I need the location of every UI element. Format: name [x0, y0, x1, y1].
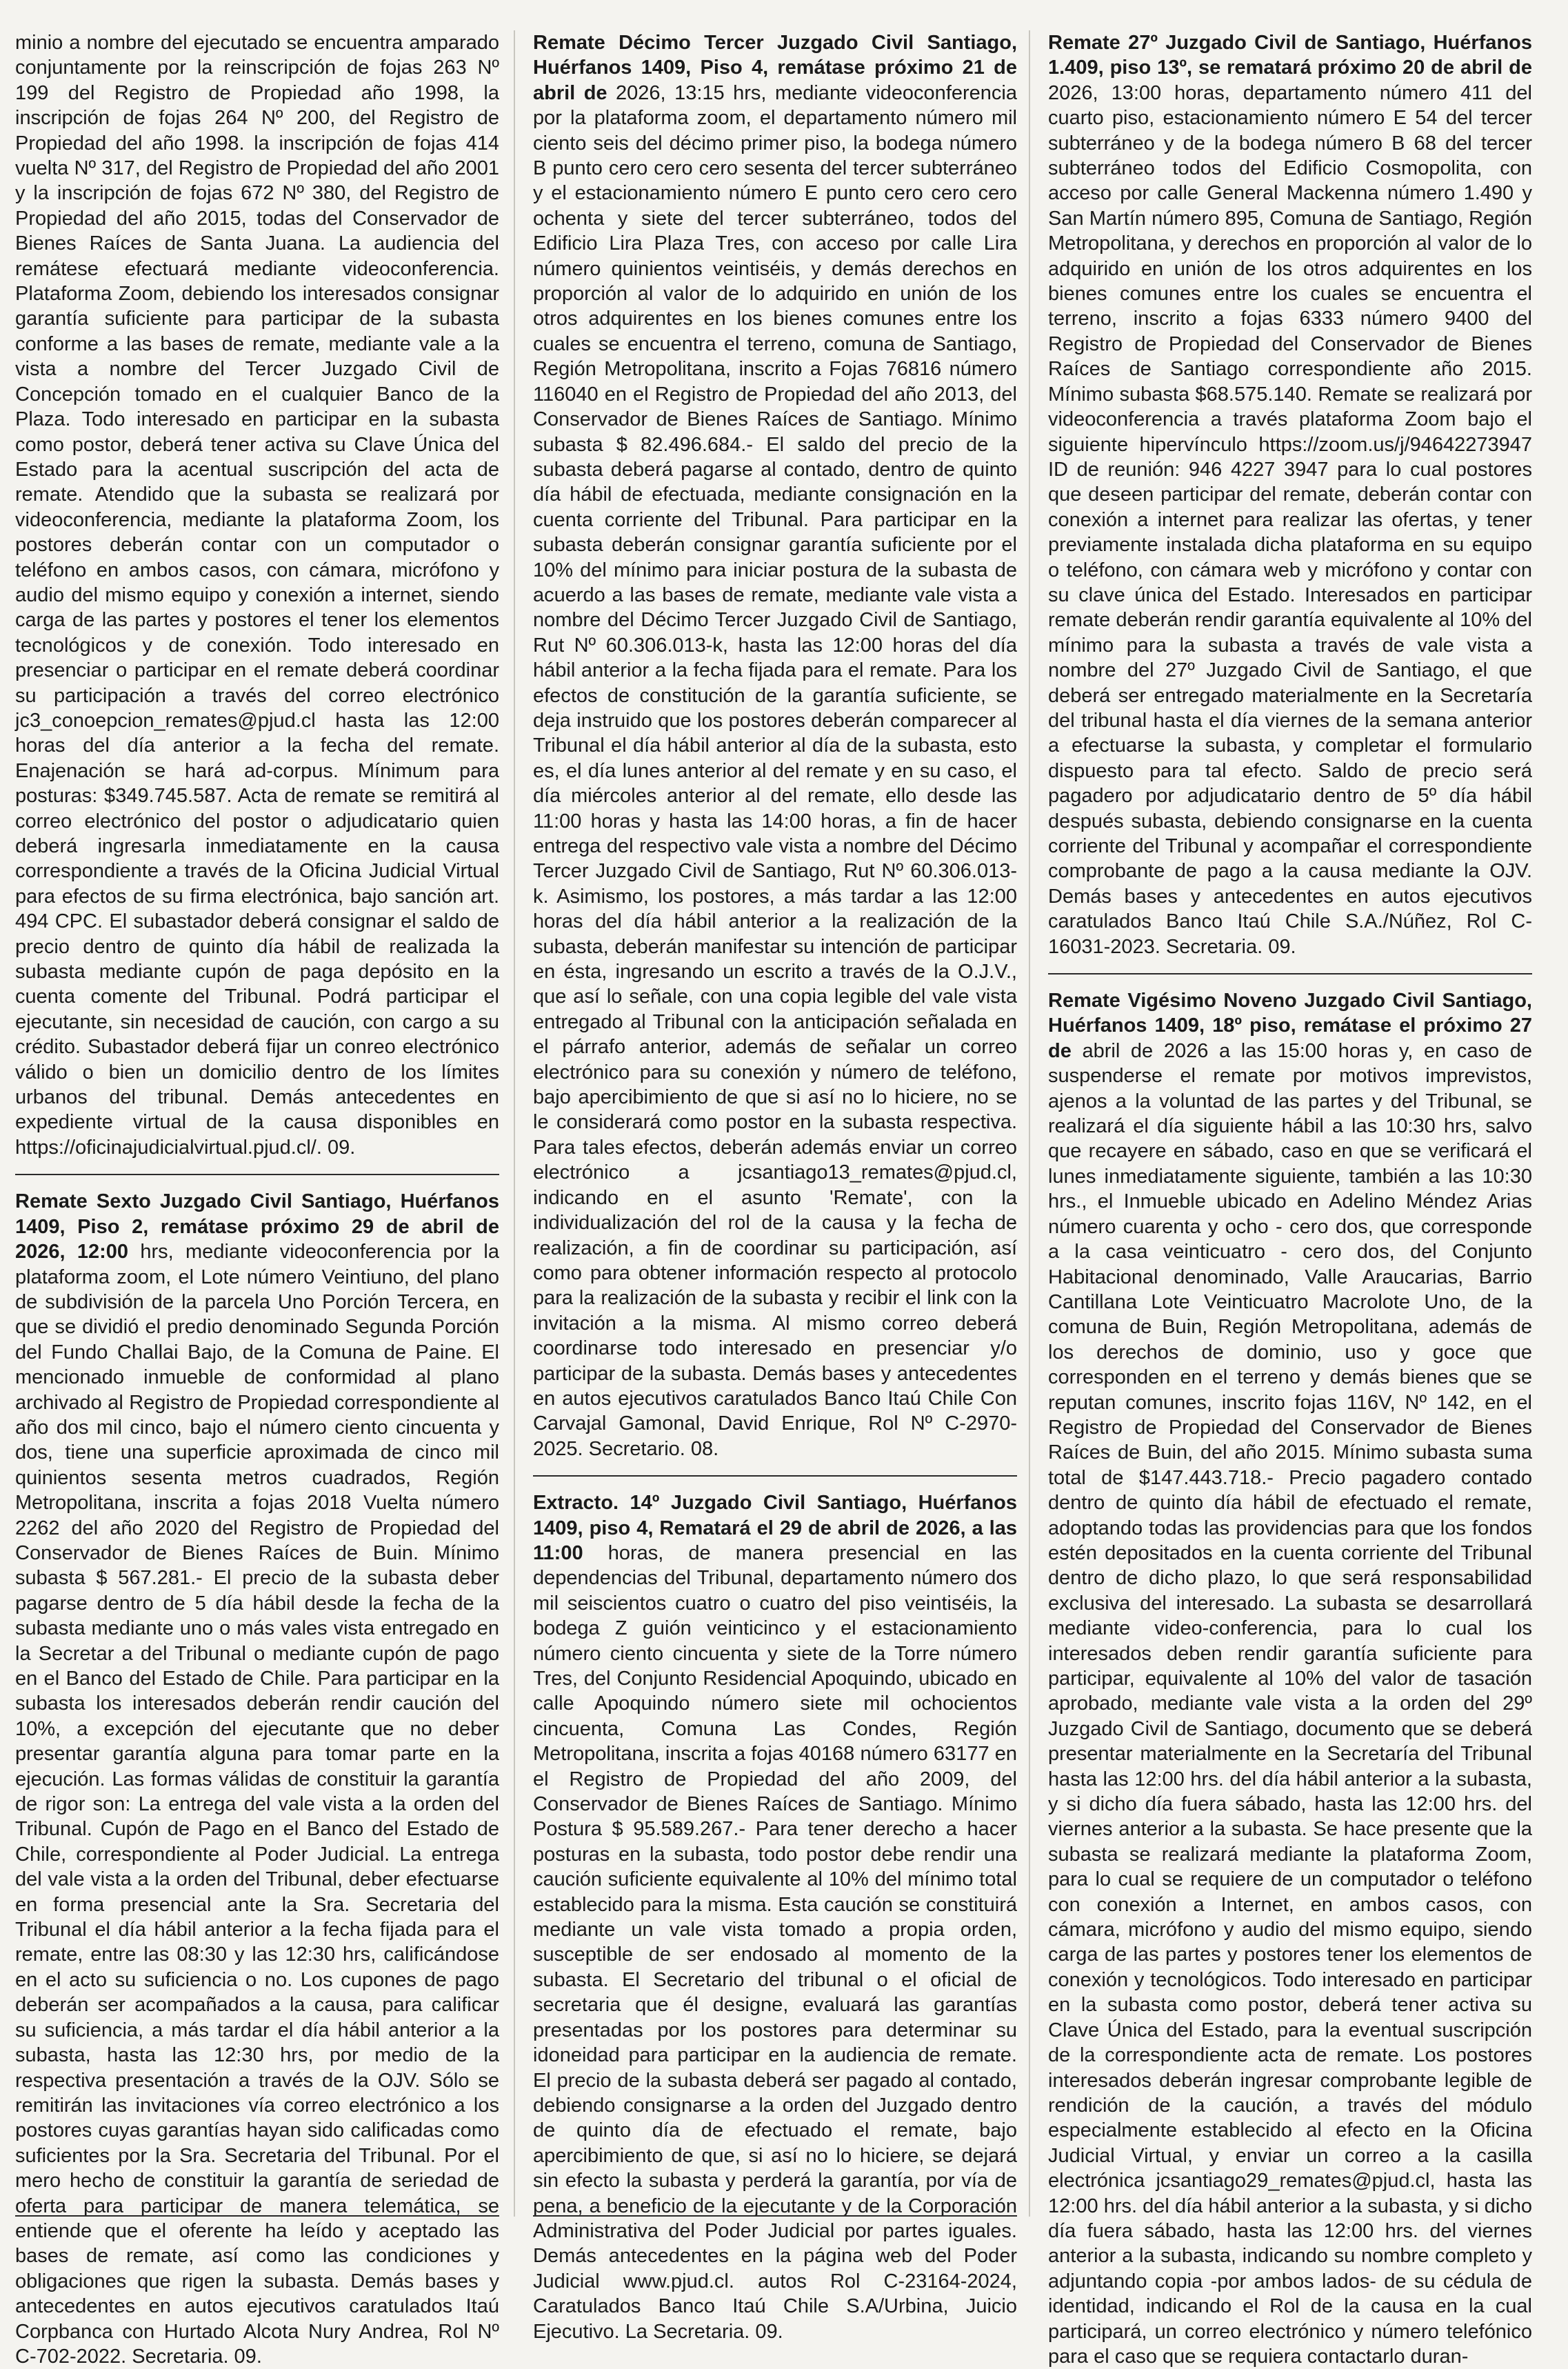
- legal-notice: [533, 30, 1017, 1461]
- notice-heading: Remate Sexto Juzgado Civil Santiago, Huérfanos 1409, Piso 2, remátase próximo 29 de abril de 2026, 12:00: [15, 1190, 499, 1263]
- notice-body: horas, de manera presencial en las dependencias del Tribunal, departamento número dos mil seiscientos cuatro o cuatro del piso veintiséis, la bodega Z guión veinticinco y el estacionamiento número ciento cincuenta y siete de la Torre número Tres, del Conjunto Residencial Apoquindo, ubicado en calle Apoquindo número siete mil ochocientos cincuenta, Comuna Las Condes, Región Metropolitana, inscrita a fojas 40168 número 63177 en el Registro de Propiedad del año 2009, del Conservador de Bienes Raíces de Santiago. Mínimo Postura $ 95.589.267.- Para tener derecho a hacer posturas en la subasta, todo postor debe rendir una caución suficiente equivalente al 10% del mínimo total establecido para la misma. Esta caución se constituirá mediante un vale vista tomado a propia orden, susceptible de ser endosado al momento de la subasta. El Secretario del tribunal o el oficial de secretaria que él designe, evaluará las garantías presentadas por los postores para determinar su idoneidad para participar en la audiencia de remate. El precio de la subasta deberá ser pagado al contado, debiendo consignarse a la orden del Juzgado dentro de quinto día de efectuado el remate, bajo apercibimiento de que, si así no lo hiciere, se dejará sin efecto la subasta y perderá la garantía, por vía de pena, a beneficio de la ejecutante y de la Corporación Administrativa del Poder Judicial por partes iguales. Demás antecedentes en la página web del Poder Judicial www.pjud.cl. autos Rol C-23164-2024, Caratulados Banco Itaú Chile S.A/Urbina, Juicio Ejecutivo. La Secretaria. 09.: [533, 1541, 1017, 2343]
- notice-heading: Remate Décimo Tercer Juzgado Civil Santiago, Huérfanos 1409, Piso 4, remátase próximo 21 de abril de: [533, 32, 1017, 104]
- notice-heading: Extracto. 14º Juzgado Civil Santiago, Huérfanos 1409, piso 4, Rematará el 29 de abril de 2026, a las 11:00: [533, 1492, 1017, 1564]
- column-1: [15, 30, 499, 2368]
- column-divider: [514, 30, 515, 2217]
- notice-body: minio a nombre del ejecutado se encuentra amparado conjuntamente por la reinscripción de fojas 263 Nº 199 del Registro de Propiedad año 1998, la inscripción de fojas 264 Nº 200, del Registro de Propiedad del año 1998. la inscripción de fojas 414 vuelta Nº 317, del Registro de Propiedad del año 2001 y la inscripción de fojas 672 Nº 380, del Registro de Propiedad del año 2015, todas del Conservador de Bienes Raíces de Santa Juana. La audiencia del remátese efectuará mediante videoconferencia. Plataforma Zoom, debiendo los interesados consignar garantía suficiente para participar de la subasta conforme a las bases de remate, mediante vale a la vista a nombre del Tercer Juzgado Civil de Concepción tomado en el cualquier Banco de la Plaza. Todo interesado en participar en la subasta como postor, deberá tener activa su Clave Única del Estado para la acentual suscripción del acta de remate. Atendido que la subasta se realizará por videoconferencia, mediante la plataforma Zoom, los postores deberán contar con un computador o teléfono en ambos casos, con cámara, micrófono y audio del mismo equipo y conexión a internet, siendo carga de las partes y postores el tener los elementos tecnológicos y de conexión. Todo interesado en presenciar o participar en el remate deberá coordinar su participación a través del correo electrónico jc3_conoepcion_remates@pjud.cl hasta las 12:00 horas del día anterior a la fecha del remate. Enajenación se hará ad-corpus. Mínimum para posturas: $349.745.587. Acta de remate se remitirá al correo electrónico del postor o adjudicatario quien deberá ingresarla inmediatamente en la causa correspondiente a través de la Oficina Judicial Virtual para efectos de su firma electrónica, bajo sanción art. 494 CPC. El subastador deberá consignar el saldo de precio dentro de quinto día hábil de realizada la subasta mediante cupón de paga depósito en la cuenta comente del Tribunal. Podrá participar el ejecutante, sin necesidad de caución, con cargo a su crédito. Subastador deberá fijar un conreo electrónico válido o bien un domicilio dentro de los límites urbanos del tribunal. Demás antecedentes en expediente virtual de la causa disponibles en https://oficinajudicialvirtual.pjud.cl/. 09.: [15, 32, 499, 1159]
- column-3: [1048, 30, 1532, 2368]
- column-bottom-rule: [15, 2215, 499, 2217]
- notice-body: hrs, mediante videoconferencia por la plataforma zoom, el Lote número Veintiuno, del plano de subdivisión de la parcela Uno Porción Tercera, en que se dividió el predio denominado Segunda Porción del Fundo Challai Bajo, de la Comuna de Paine. El mencionado inmueble de conformidad al plano archivado al Registro de Propiedad correspondiente al año dos mil cinco, bajo el número ciento cincuenta y dos, tiene una superficie aproximada de cinco mil quinientos sesenta metros cuadrados, Región Metropolitana, inscrita a fojas 2018 Vuelta número 2262 del año 2020 del Registro de Propiedad del Conservador de Bienes Raíces de Buin. Mínimo subasta $ 567.281.- El precio de la subasta deber pagarse dentro de 5 día hábil desde la fecha de la subasta mediante uno o más vales vista entregado en la Secretar a del Tribunal o mediante cupón de pago en el Banco del Estado de Chile. Para participar en la subasta los interesados deberán rendir caución del 10%, a excepción del ejecutante que no deber presentar garantía alguna para tomar parte en la ejecución. Las formas válidas de constituir la garantía de rigor son: La entrega del vale vista a la orden del Tribunal. Cupón de Pago en el Banco del Estado de Chile, correspondiente al Poder Judicial. La entrega del vale vista a la orden del Tribunal, deber efectuarse en forma presencial ante la Sra. Secretaria del Tribunal el día hábil anterior a la fecha fijada para el remate, entre las 08:30 y las 12:30 hrs, calificándose en el acto su suficiencia o no. Los cupones de pago deberán ser acompañados a la causa, para calificar su suficiencia, a más tardar el día hábil anterior a la subasta, hasta las 12:30 hrs, por medio de la respectiva presentación a través de la OJV. Sólo se remitirán las invitaciones vía correo electrónico a los postores cuyas garantías hayan sido calificadas como suficientes por la Sra. Secretaria del Tribunal. Por el mero hecho de constituir la garantía de seriedad de oferta para participar de manera telemática, se entiende que el oferente ha leído y aceptado las bases de remate, así como las condiciones y obligaciones que rigen la subasta. Demás bases y antecedentes en autos ejecutivos caratulados Itaú Corpbanca con Hurtado Alcota Nury Andrea, Rol Nº C-702-2022. Secretaria. 09.: [15, 1241, 499, 2368]
- notice-heading: Remate Vigésimo Noveno Juzgado Civil Santiago, Huérfanos 1409, 18º piso, remátase el próximo 27 de: [1048, 990, 1532, 1062]
- notice-separator: [15, 1174, 499, 1175]
- legal-notice: [15, 1189, 499, 2369]
- notice-separator: [533, 1475, 1017, 1477]
- notice-heading: Remate 27º Juzgado Civil de Santiago, Huérfanos 1.409, piso 13º, se rematará próximo 20 de abril de: [1048, 32, 1532, 79]
- notice-body: abril de 2026 a las 15:00 horas y, en caso de suspenderse el remate por motivos imprevistos, ajenos a la voluntad de las partes y del Tribunal, se realizará el día siguiente hábil a las 10:30 hrs, salvo que recayere en sábado, caso en que se verificará el lunes inmediatamente siguiente, también a las 10:30 hrs., el Inmueble ubicado en Adelino Méndez Arias número cuarenta y ocho - cero dos, que corresponde a la casa veinticuatro - cero dos, del Conjunto Habitacional denominado, Valle Araucarias, Barrio Cantillana Lote Veinticuatro Macrolote Uno, de la comuna de Buin, Región Metropolitana, además de los derechos de dominio, uso y goce que corresponden en el terreno y demás bienes que se reputan comunes, inscrito fojas 116V, Nº 142, en el Registro de Propiedad del Conservador de Bienes Raíces de Buin, del año 2015. Mínimo subasta suma total de $147.443.718.- Precio pagadero contado dentro de quinto día hábil de efectuado el remate, adoptando todas las providencias para que los fondos estén depositados en la cuenta corriente del Tribunal dentro de dicho plazo, lo que será responsabilidad exclusiva del interesado. La subasta se desarrollará mediante video-conferencia, para lo cual los interesados deben rendir garantía suficiente para participar, equivalente al 10% del valor de tasación aprobado, mediante vale vista a la orden del 29º Juzgado Civil de Santiago, documento que se deberá presentar materialmente en la Secretaría del Tribunal hasta las 12:00 hrs. del día hábil anterior a la subasta, y si dicho día fuera sábado, hasta las 12:00 hrs. del viernes anterior a la subasta. Se hace presente que la subasta se realizará mediante la plataforma Zoom, para lo cual se requiere de un computador o teléfono con conexión a Internet, en ambos casos, con cámara, micrófono y audio del mismo equipo, siendo carga de las partes y postores tener los elementos de conexión y tecnológicos. Todo interesado en participar en la subasta como postor, deberá tener activa su Clave Única del Estado, para la eventual suscripción de la correspondiente acta de remate. Los postores interesados deberán ingresar comprobante legible de rendición de la caución, a través del módulo especialmente establecido al efecto en la Oficina Judicial Virtual, y enviar un correo a la casilla electrónica jcsantiago29_remates@pjud.cl, hasta las 12:00 hrs. del día hábil anterior a la subasta, y si dicho día fuera sábado, hasta las 12:00 hrs. del viernes anterior a la subasta, indicando su nombre completo y adjuntando copia -por ambos lados- de su cédula de identidad, indicando el Rol de la causa en la cual participará, un correo electrónico y número telefónico para el caso que se requiera contactarlo duran-: [1048, 1039, 1532, 2368]
- column-bottom-rule: [533, 2215, 1017, 2217]
- legal-notice: [1048, 30, 1532, 959]
- notice-separator: [1048, 973, 1532, 974]
- legal-notice-continued: [15, 30, 499, 1160]
- legal-notice: [1048, 988, 1532, 2369]
- column-divider: [1029, 30, 1030, 2217]
- column-2: [533, 30, 1017, 2343]
- notice-body: 2026, 13:15 hrs, mediante videoconferencia por la plataforma zoom, el departamento número mil ciento seis del décimo primer piso, la bodega número B punto cero cero cero sesenta del tercer subterráneo y el estacionamiento número E punto cero cero cero ochenta y siete del tercer subterráneo, todos del Edificio Lira Plaza Tres, con acceso por calle Lira número quinientos veintiséis, y demás derechos en proporción al valor de lo adquirido en unión de los otros adquirentes en los bienes comunes entre los cuales se encuentra el terreno, comuna de Santiago, Región Metropolitana, inscrito a Fojas 76816 número 116040 en el Registro de Propiedad del año 2013, del Conservador de Bienes Raíces de Santiago. Mínimo subasta $ 82.496.684.- El saldo del precio de la subasta deberá pagarse al contado, dentro de quinto día hábil de efectuada, mediante consignación en la cuenta corriente del Tribunal. Para participar en la subasta deberán consignar garantía suficiente por el 10% del mínimo para iniciar postura de la subasta de acuerdo a las bases de remate, mediante vale vista a nombre del Décimo Tercer Juzgado Civil de Santiago, Rut Nº 60.306.013-k, hasta las 12:00 horas del día hábil anterior a la fecha fijada para el remate. Para los efectos de constitución de la garantía suficiente, se deja instruido que los postores deberán comparecer al Tribunal el día hábil anterior al día de la subasta, esto es, el día lunes anterior al del remate y en su caso, el día miércoles anterior al del remate, ello desde las 11:00 horas y hasta las 14:00 horas, a fin de hacer entrega del respectivo vale vista a nombre del Décimo Tercer Juzgado Civil de Santiago, Rut Nº 60.306.013-k. Asimismo, los postores, a más tardar a las 12:00 horas del día hábil anterior a la realización de la subasta, deberán manifestar su intención de participar en ésta, ingresando un escrito a través de la O.J.V., que así lo señale, con una copia legible del vale vista entregado al Tribunal con la anticipación señalada en el párrafo anterior, además de señalar un correo electrónico para su conexión y número de teléfono, bajo apercibimiento de que si así no lo hiciere, no se le considerará como postor en la subasta respectiva. Para tales efectos, deberán además enviar un correo electrónico a jcsantiago13_remates@pjud.cl, indicando en el asunto 'Remate', con la individualización del rol de la causa y la fecha de realización, a fin de coordinar su participación, así como para obtener información respecto al protocolo para la realización de la subasta y recibir el link con la invitación a la misma. Al mismo correo deberá coordinarse todo interesado en presenciar y/o participar de la subasta. Demás bases y antecedentes en autos ejecutivos caratulados Banco Itaú Chile Con Carvajal Gamonal, David Enrique, Rol Nº C-2970-2025. Secretario. 08.: [533, 81, 1017, 1460]
- notice-body: 2026, 13:00 horas, departamento número 411 del cuarto piso, estacionamiento número E 54 del tercer subterráneo y de la bodega número B 68 del tercer subterráneo todos del Edificio Cosmopolita, con acceso por calle General Mackenna número 1.490 y San Martín número 895, Comuna de Santiago, Región Metropolitana, y derechos en proporción al valor de lo adquirido en unión de los otros adquirentes en los bienes comunes entre los cuales se encuentra el terreno, inscrito a fojas 6333 número 9400 del Registro de Propiedad del Conservador de Bienes Raíces de Santiago correspondiente año 2015. Mínimo subasta $68.575.140. Remate se realizará por videoconferencia a través plataforma Zoom bajo el siguiente hipervínculo https://zoom.us/j/94642273947 ID de reunión: 946 4227 3947 para lo cual postores que deseen participar del remate, deberán contar con conexión a internet para realizar las ofertas, y tener previamente instalada dicha plataforma en su equipo o teléfono, con cámara web y micrófono y contar con su clave única del Estado. Interesados en participar remate deberán rendir garantía equivalente al 10% del mínimo para la subasta a través de vale vista a nombre del 27º Juzgado Civil de Santiago, el que deberá ser entregado materialmente en la Secretaría del tribunal hasta el día viernes de la semana anterior a efectuarse la subasta, y completar el formulario dispuesto para tal efecto. Saldo de precio será pagadero por adjudicatario dentro de 5º día hábil después subasta, debiendo consignarse en la cuenta corriente del Tribunal y acompañar el correspondiente comprobante de pago a la causa mediante la OJV. Demás bases y antecedentes en autos ejecutivos caratulados Banco Itaú Chile S.A./Núñez, Rol C-16031-2023. Secretaria. 09.: [1048, 81, 1532, 958]
